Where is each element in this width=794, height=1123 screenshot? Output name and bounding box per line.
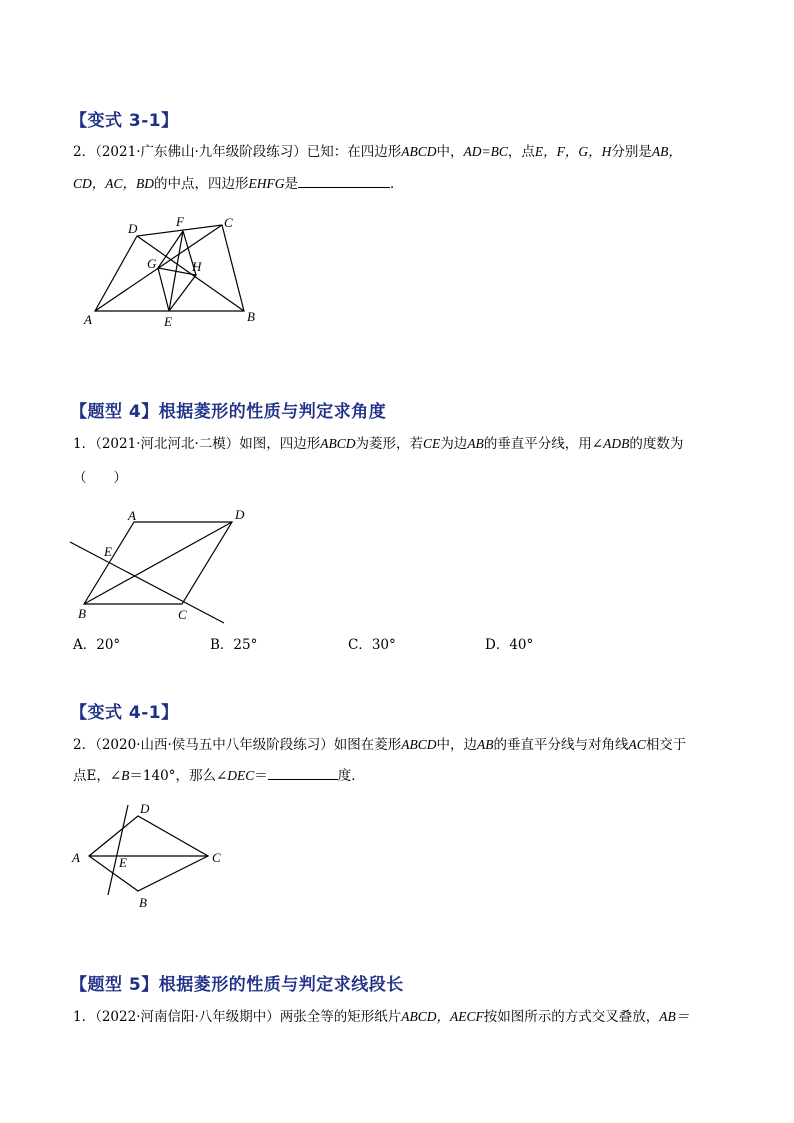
q1-label-c: C	[224, 215, 233, 230]
q1-label-h: H	[192, 259, 202, 274]
q3-label-a: A	[72, 850, 80, 865]
q2-label-d: D	[235, 507, 245, 522]
q1-label-f: F	[176, 214, 184, 229]
q1-label-a: A	[84, 312, 92, 327]
section-heading-variant-3-1: 【变式 3-1】	[70, 111, 179, 131]
q3-line-2: 点E，∠B＝140°，那么∠DEC＝ 度．	[73, 768, 365, 784]
q1-label-g: G	[147, 256, 157, 271]
option-c[interactable]: C．30°	[348, 637, 396, 653]
q2-label-a: A	[128, 508, 136, 523]
q2-answer-paren: （ ）	[73, 470, 127, 486]
option-d[interactable]: D．40°	[485, 637, 534, 653]
q3-label-d: D	[140, 801, 150, 816]
q2-label-e: E	[104, 544, 112, 559]
q3-label-c: C	[212, 850, 221, 865]
q3-label-b: B	[139, 895, 147, 910]
q1-line-1: 2．（2021·广东佛山·九年级阶段练习）已知：在四边形ABCD中，AD=BC，点E，F，G，H分别是AB，	[73, 144, 682, 160]
q2-line-1: 1．（2021·河北河北·二模）如图，四边形ABCD为菱形，若CE为边AB的垂直平分线，用∠ADB的度数为	[73, 436, 684, 452]
option-a[interactable]: A．20°	[73, 637, 121, 653]
q1-label-e: E	[164, 314, 172, 329]
q2-label-c: C	[178, 607, 187, 622]
q3-label-e: E	[119, 855, 127, 870]
section-heading-type-5: 【题型 5】根据菱形的性质与判定求线段长	[70, 975, 404, 995]
option-b[interactable]: B．25°	[210, 637, 258, 653]
q4-line-1: 1．（2022·河南信阳·八年级期中）两张全等的矩形纸片ABCD，AECF按如图所示的方式交叉叠放，AB＝	[73, 1009, 690, 1025]
q1-label-b: B	[247, 309, 255, 324]
q1-label-d: D	[128, 221, 138, 236]
q1-line-2: CD，AC，BD的中点，四边形EHFG是 ．	[73, 176, 404, 192]
section-heading-variant-4-1: 【变式 4-1】	[70, 703, 179, 723]
q3-line-1: 2．（2020·山西·侯马五中八年级阶段练习）如图在菱形ABCD中，边AB的垂直平分线与对角线AC相交于	[73, 737, 687, 753]
q2-label-b: B	[78, 606, 86, 621]
section-heading-type-4: 【题型 4】根据菱形的性质与判定求角度	[70, 402, 387, 422]
